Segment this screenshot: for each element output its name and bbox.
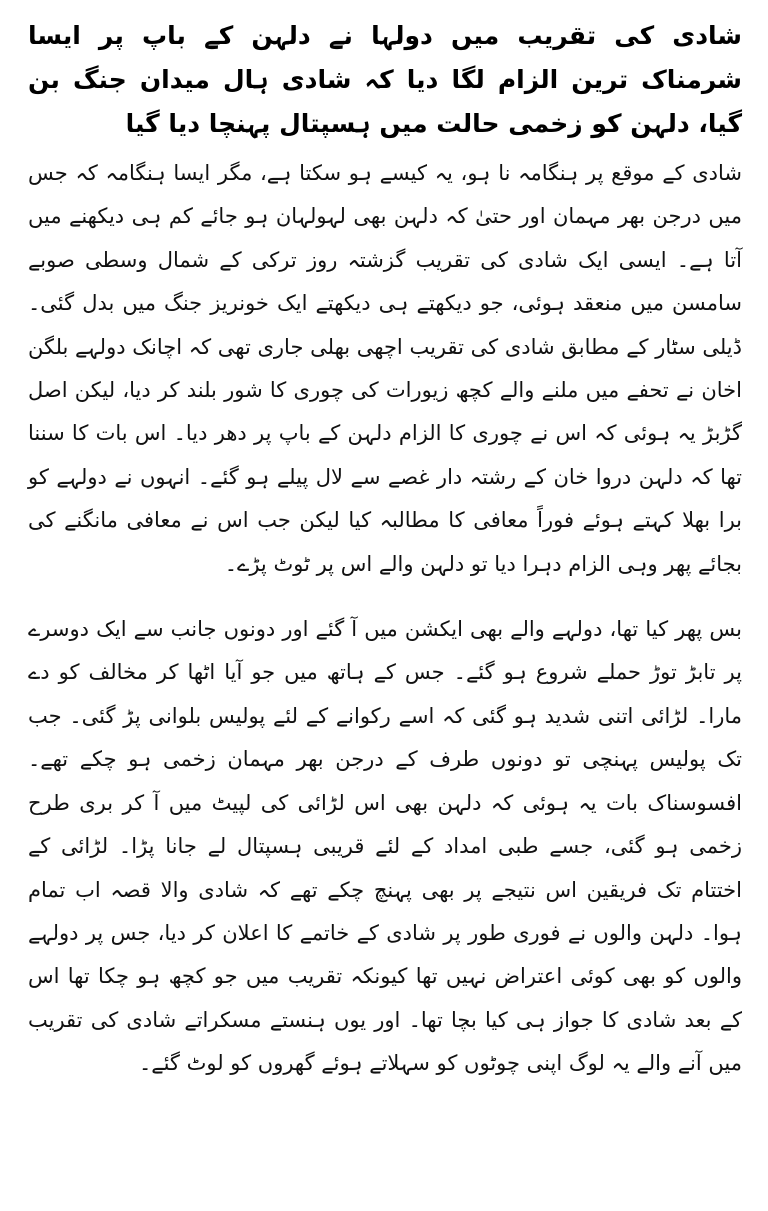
- article-headline: شادی کی تقریب میں دولہا نے دلہن کے باپ پر ایسا شرمناک ترین الزام لگا دیا کہ شادی ہال میدان جنگ بن گیا، دلہن کو زخمی حالت میں ہسپتال پہنچا دیا گیا: [28, 21, 742, 138]
- article-paragraph-1: شادی کے موقع پر ہنگامہ نا ہو، یہ کیسے ہو سکتا ہے، مگر ایسا ہنگامہ کہ جس میں درجن بھر مہمان اور حتیٰ کہ دلہن بھی لہولہان ہو جائے کم ہی دیکھنے میں آتا ہے۔ ایسی ایک شادی کی تقریب گزشتہ روز ترکی کے شمال وسطی صوبے سامسن میں منعقد ہوئی، جو دیکھتے ہی دیکھتے ایک خونریز جنگ میں بدل گئی۔ ڈیلی سٹار کے مطابق شادی کی تقریب اچھی بھلی جاری تھی کہ اچانک دولہے بلگن اخان نے تحفے میں ملنے والے کچھ زیورات کی چوری کا شور بلند کر دیا، لیکن اصل گڑبڑ یہ ہوئی کہ اس نے چوری کا الزام دلہن کے باپ پر دھر دیا۔ اس بات کا سننا تھا کہ دلہن دروا خان کے رشتہ دار غصے سے لال پیلے ہو گئے۔ انہوں نے دولہے کو برا بھلا کہتے ہوئے فوراً معافی کا مطالبہ کیا لیکن جب اس نے معافی مانگنے کی بجائے پھر وہی الزام دہرا دیا تو دلہن والے اس پر ٹوٹ پڑے۔: [28, 161, 742, 576]
- article-paragraph-2: بس پھر کیا تھا، دولہے والے بھی ایکشن میں آ گئے اور دونوں جانب سے ایک دوسرے پر تابڑ توڑ حملے شروع ہو گئے۔ جس کے ہاتھ میں جو آیا اٹھا کر مخالف کو دے مارا۔ لڑائی اتنی شدید ہو گئی کہ اسے رکوانے کے لئے پولیس بلوانی پڑ گئی۔ جب تک پولیس پہنچی تو دونوں طرف کے درجن بھر مہمان زخمی ہو چکے تھے۔ افسوسناک بات یہ ہوئی کہ دلہن بھی اس لڑائی کی لپیٹ میں آ کر بری طرح زخمی ہو گئی، جسے طبی امداد کے لئے قریبی ہسپتال لے جانا پڑا۔ لڑائی کے اختتام تک فریقین اس نتیجے پر بھی پہنچ چکے تھے کہ شادی والا قصہ اب تمام ہوا۔ دلہن والوں نے فوری طور پر شادی کے خاتمے کا اعلان کر دیا، جس پر دولہے والوں کو بھی کوئی اعتراض نہیں تھا کیونکہ تقریب میں جو کچھ ہو چکا تھا اس کے بعد شادی کا جواز ہی کیا بچا تھا۔ اور یوں ہنستے مسکراتے شادی کی تقریب میں آنے والے یہ لوگ اپنی چوٹوں کو سہلاتے ہوئے گھروں کو لوٹ گئے۔: [28, 617, 742, 1076]
- article: [28, 0, 742, 1211]
